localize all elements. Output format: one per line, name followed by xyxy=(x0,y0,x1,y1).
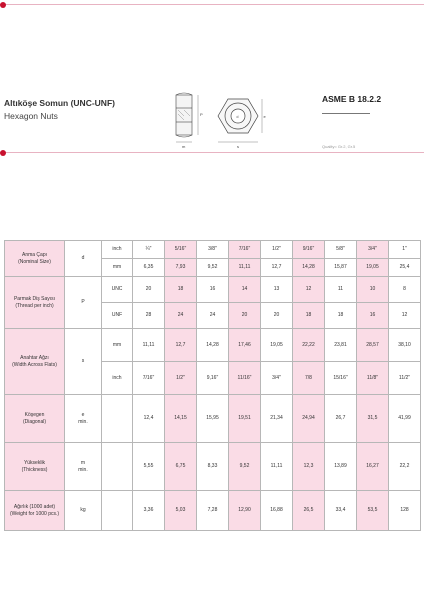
value-cell: 13,89 xyxy=(325,443,357,491)
property-name-en: (Weight for 1000 pcs.) xyxy=(9,510,60,517)
table-row xyxy=(5,491,421,531)
table-row xyxy=(5,395,421,443)
value-cell: 11/8" xyxy=(357,362,389,395)
value-cell: 11,11 xyxy=(261,443,293,491)
value-cell: 20 xyxy=(133,277,165,303)
table-row xyxy=(5,443,421,491)
value-cell: 5/16" xyxy=(165,241,197,259)
symbol-text: kg xyxy=(80,507,86,514)
value-cell: 1/2" xyxy=(165,362,197,395)
value-cell: 9/16" xyxy=(293,241,325,259)
product-subtitle: Hexagon Nuts xyxy=(4,111,58,121)
value-cell: 8 xyxy=(389,277,421,303)
value-cell: 24,94 xyxy=(293,395,325,443)
unit-cell: mm xyxy=(102,259,133,277)
property-label xyxy=(5,329,65,395)
value-cell: 12,7 xyxy=(165,329,197,362)
value-cell: 19,05 xyxy=(357,259,389,277)
value-cell: 3/4" xyxy=(261,362,293,395)
unit-cell: inch xyxy=(102,241,133,259)
top-rule xyxy=(0,4,424,5)
value-cell: 23,81 xyxy=(325,329,357,362)
header-rule xyxy=(0,152,424,153)
header-rule-marker xyxy=(0,150,6,156)
value-cell: 24 xyxy=(197,303,229,329)
value-cell: 11,11 xyxy=(229,259,261,277)
value-cell: 20 xyxy=(229,303,261,329)
value-cell: 13 xyxy=(261,277,293,303)
value-cell: 25,4 xyxy=(389,259,421,277)
value-cell: 41,99 xyxy=(389,395,421,443)
value-cell: 12,4 xyxy=(133,395,165,443)
symbol-text: d xyxy=(81,255,85,262)
symbol-text: m xyxy=(80,459,86,466)
value-cell: 7/16" xyxy=(133,362,165,395)
property-name-en: (Thread per inch) xyxy=(15,302,54,309)
value-cell: 12,3 xyxy=(293,443,325,491)
value-cell: 9,16" xyxy=(197,362,229,395)
property-symbol xyxy=(65,241,102,277)
value-cell: 10 xyxy=(357,277,389,303)
dim-label-d: d xyxy=(236,115,239,119)
value-cell: 1" xyxy=(389,241,421,259)
spec-table xyxy=(4,240,421,531)
property-name-en: (Width Across Flats) xyxy=(12,361,57,368)
value-cell: 15,87 xyxy=(325,259,357,277)
value-cell: 3/4" xyxy=(357,241,389,259)
hex-nut-drawing xyxy=(168,88,268,150)
dim-label-m: m xyxy=(182,144,186,149)
dim-label-p: P xyxy=(200,112,203,117)
value-cell: 28,57 xyxy=(357,329,389,362)
value-cell: 16,88 xyxy=(261,491,293,531)
property-symbol xyxy=(65,329,102,395)
property-symbol xyxy=(65,277,102,329)
property-name-tr: Yükseklik xyxy=(23,459,46,466)
value-cell: 22,2 xyxy=(389,443,421,491)
symbol-text: e xyxy=(81,411,85,418)
symbol-qualifier: min. xyxy=(78,466,88,473)
value-cell: 26,7 xyxy=(325,395,357,443)
value-cell: 22,22 xyxy=(293,329,325,362)
value-cell: 11 xyxy=(325,277,357,303)
value-cell: 7,93 xyxy=(165,259,197,277)
value-cell: 3/8" xyxy=(197,241,229,259)
property-name-en: (Diagonal) xyxy=(22,418,47,425)
dim-label-s: s xyxy=(237,144,239,149)
nut-side-view xyxy=(176,93,192,137)
value-cell: 15/16" xyxy=(325,362,357,395)
value-cell: 14,28 xyxy=(293,259,325,277)
property-label xyxy=(5,241,65,277)
property-symbol xyxy=(65,395,102,443)
unit-cell xyxy=(102,491,133,531)
value-cell: 6,75 xyxy=(165,443,197,491)
value-cell: 11,11 xyxy=(133,329,165,362)
value-cell: 7,28 xyxy=(197,491,229,531)
property-name-tr: Anahtar Ağzı xyxy=(20,354,49,361)
value-cell: 12 xyxy=(293,277,325,303)
property-name-tr: Anma Çapı xyxy=(21,251,47,258)
value-cell: ¼" xyxy=(133,241,165,259)
value-cell: 8,33 xyxy=(197,443,229,491)
value-cell: 16 xyxy=(357,303,389,329)
value-cell: 11/16" xyxy=(229,362,261,395)
value-cell: 38,10 xyxy=(389,329,421,362)
unit-cell xyxy=(102,443,133,491)
property-name-en: (Nominal Size) xyxy=(18,258,51,265)
value-cell: 33,4 xyxy=(325,491,357,531)
symbol-qualifier: min. xyxy=(78,418,88,425)
property-label xyxy=(5,491,65,531)
property-label xyxy=(5,395,65,443)
dim-label-e: e xyxy=(263,114,266,119)
value-cell: 14 xyxy=(229,277,261,303)
value-cell: 1/2" xyxy=(261,241,293,259)
product-title: Altıköşe Somun (UNC-UNF) xyxy=(4,98,115,108)
top-rule-marker xyxy=(0,2,6,8)
value-cell: 17,46 xyxy=(229,329,261,362)
value-cell: 12,7 xyxy=(261,259,293,277)
value-cell: 16,27 xyxy=(357,443,389,491)
table-row xyxy=(5,329,421,362)
unit-cell: UNC xyxy=(102,277,133,303)
value-cell: 18 xyxy=(293,303,325,329)
standard-code: ASME B 18.2.2 xyxy=(322,94,382,104)
value-cell: 18 xyxy=(165,277,197,303)
value-cell: 11/2" xyxy=(389,362,421,395)
property-label xyxy=(5,443,65,491)
value-cell: 20 xyxy=(261,303,293,329)
value-cell: 9,52 xyxy=(229,443,261,491)
property-name-tr: Parmak Diş Sayısı xyxy=(13,295,56,302)
value-cell: 26,5 xyxy=(293,491,325,531)
property-symbol xyxy=(65,443,102,491)
value-cell: 7/16" xyxy=(229,241,261,259)
value-cell: 9,52 xyxy=(197,259,229,277)
value-cell: 5/8" xyxy=(325,241,357,259)
table-row xyxy=(5,241,421,259)
property-label xyxy=(5,277,65,329)
value-cell: 21,34 xyxy=(261,395,293,443)
value-cell: 31,5 xyxy=(357,395,389,443)
value-cell: 5,03 xyxy=(165,491,197,531)
table-row xyxy=(5,277,421,303)
value-cell: 5,55 xyxy=(133,443,165,491)
value-cell: 16 xyxy=(197,277,229,303)
value-cell: 28 xyxy=(133,303,165,329)
value-cell: 19,05 xyxy=(261,329,293,362)
value-cell: 14,15 xyxy=(165,395,197,443)
property-name-tr: Ağırlık (1000 adet) xyxy=(13,503,56,510)
unit-cell: inch xyxy=(102,362,133,395)
symbol-text: P xyxy=(81,299,85,306)
value-cell: 24 xyxy=(165,303,197,329)
value-cell: 19,51 xyxy=(229,395,261,443)
property-symbol xyxy=(65,491,102,531)
unit-cell: mm xyxy=(102,329,133,362)
quality-note: Quality= Gr.2, Gr.5 xyxy=(322,144,356,149)
value-cell: 12,90 xyxy=(229,491,261,531)
value-cell: 14,28 xyxy=(197,329,229,362)
property-name-en: (Thickness) xyxy=(21,466,48,473)
value-cell: 3,36 xyxy=(133,491,165,531)
value-cell: 12 xyxy=(389,303,421,329)
value-cell: 15,95 xyxy=(197,395,229,443)
value-cell: 18 xyxy=(325,303,357,329)
unit-cell xyxy=(102,395,133,443)
value-cell: 6,35 xyxy=(133,259,165,277)
value-cell: 53,5 xyxy=(357,491,389,531)
property-name-tr: Köşegen xyxy=(24,411,45,418)
symbol-text: s xyxy=(81,358,85,365)
value-cell: 7/8 xyxy=(293,362,325,395)
unit-cell: UNF xyxy=(102,303,133,329)
standard-underline xyxy=(322,113,370,114)
value-cell: 128 xyxy=(389,491,421,531)
